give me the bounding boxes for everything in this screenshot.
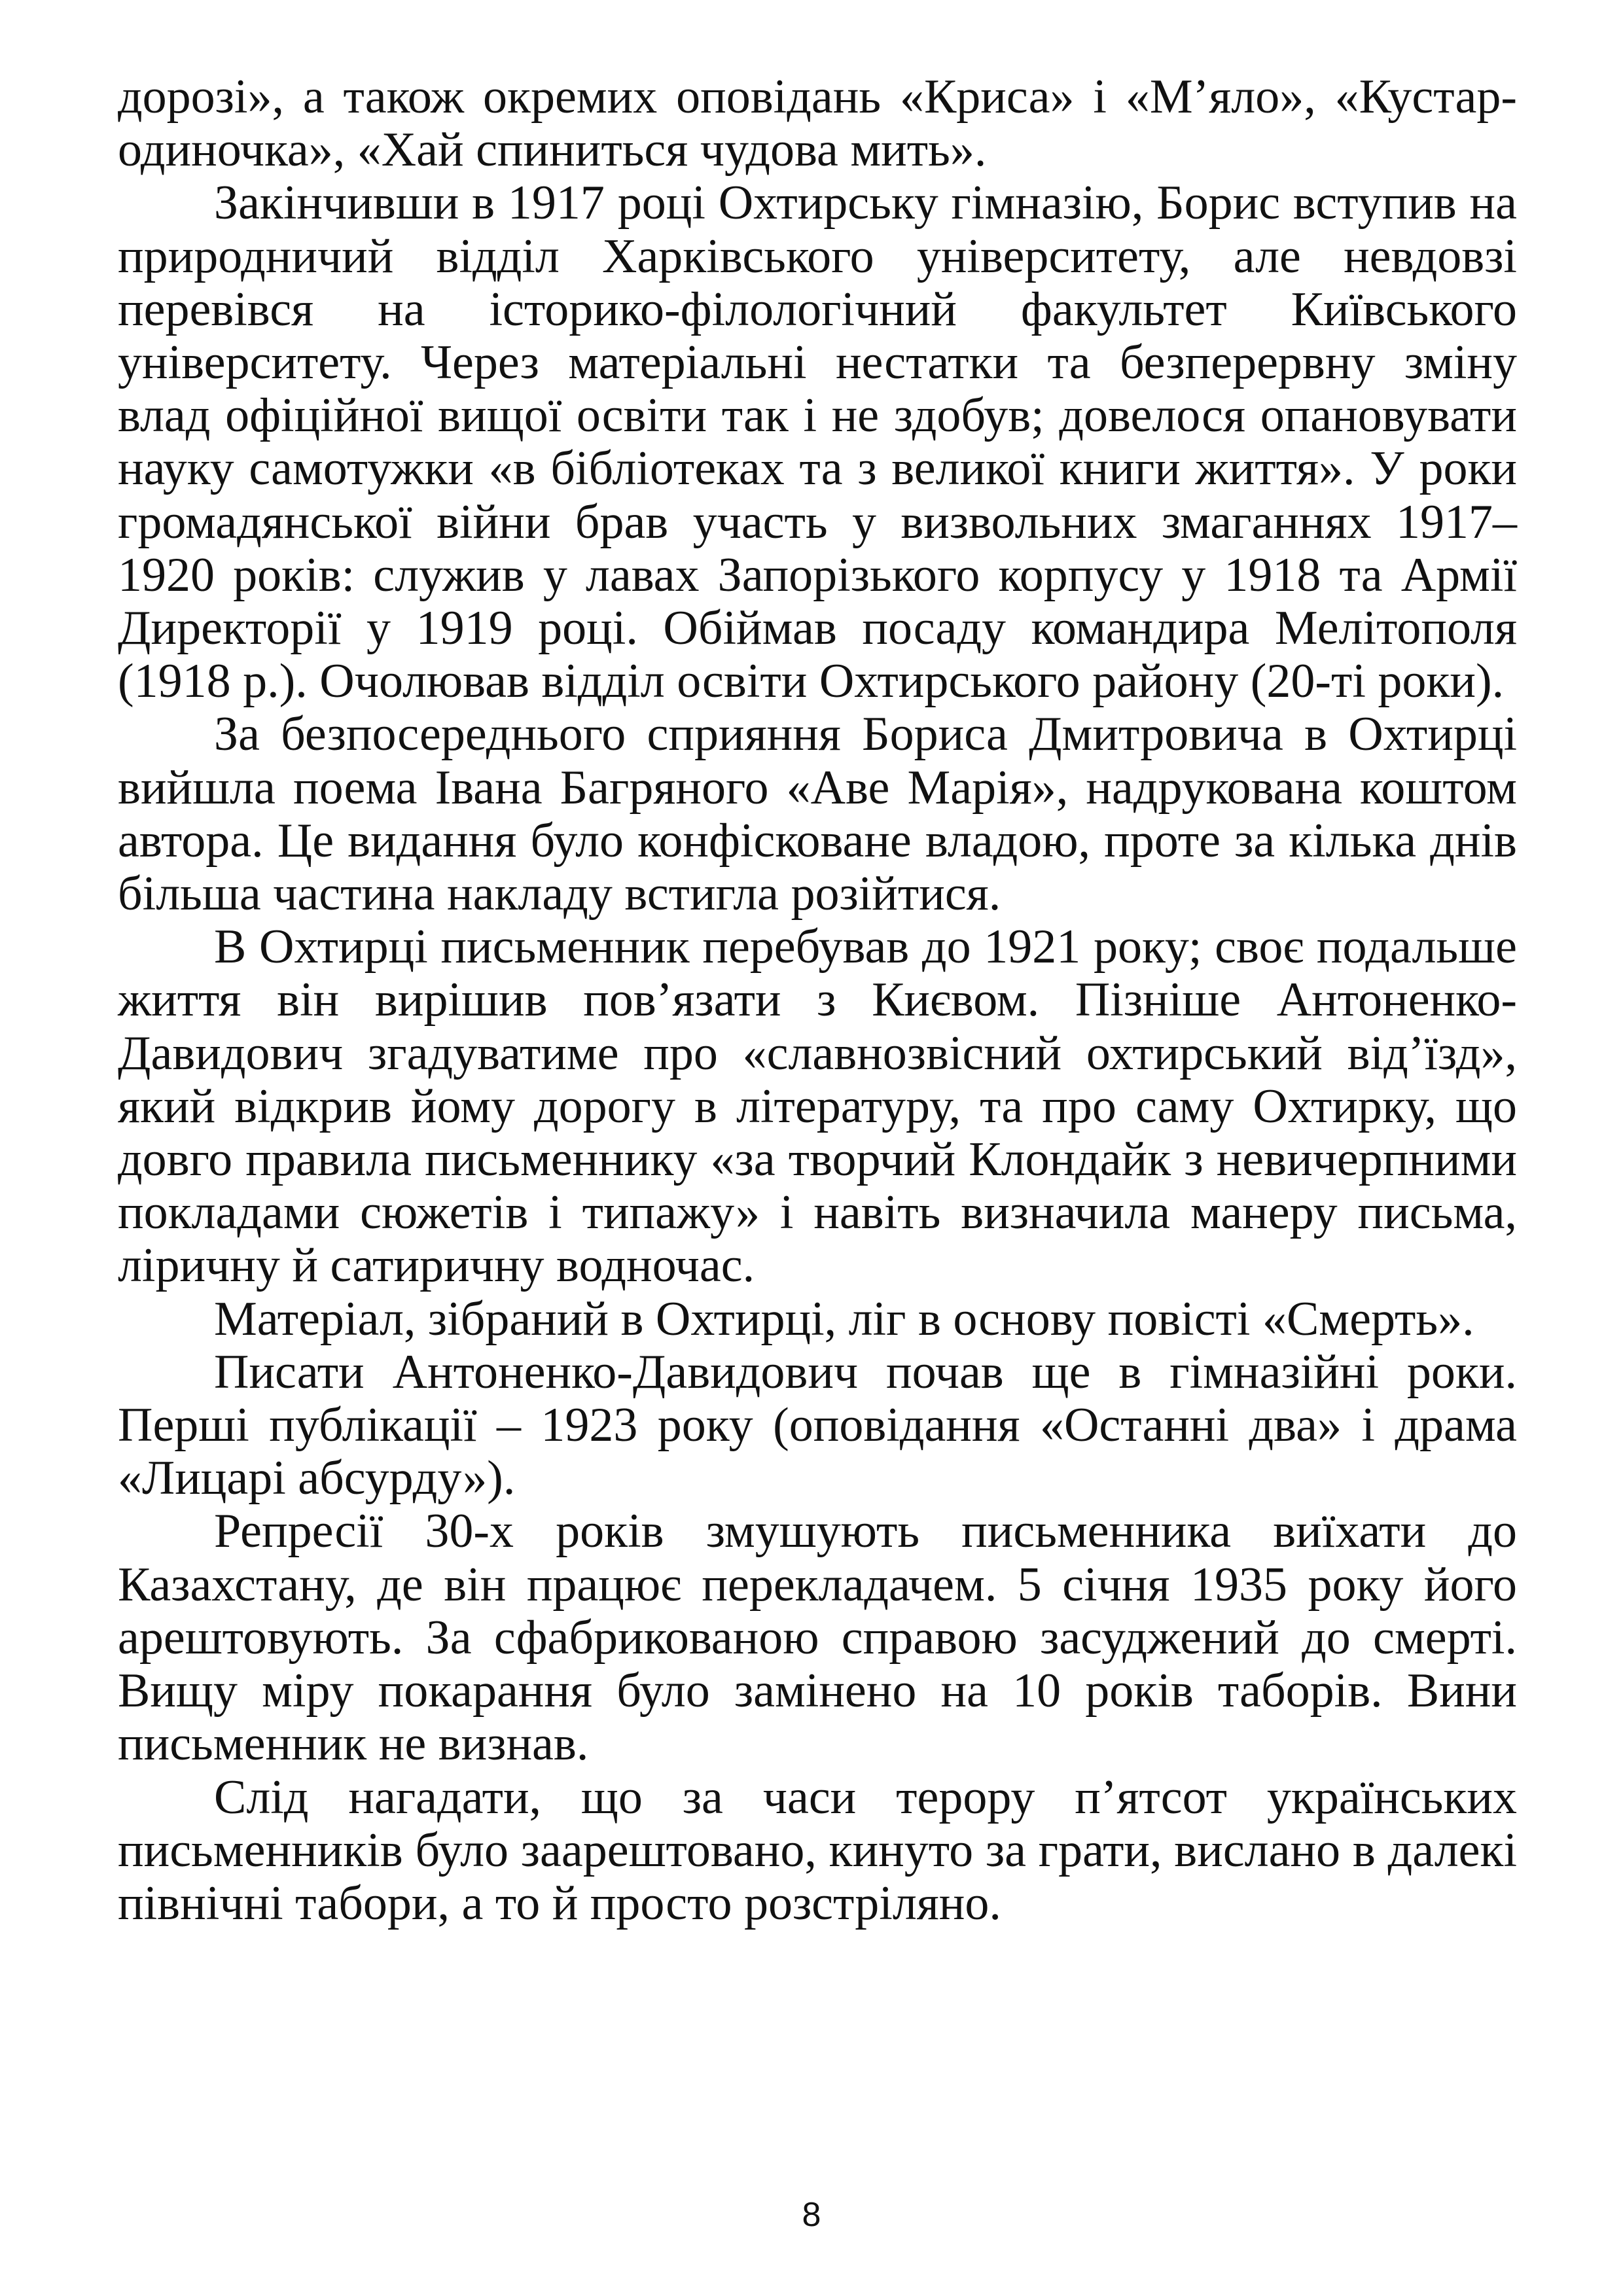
paragraph-continuation: дорозі», а також окремих оповідань «Криса» і «М’яло», «Кустар-одиночка», «Хай спиниться чудова мить». <box>118 70 1517 177</box>
paragraph-smert: Матеріал, зібраний в Охтирці, ліг в основу повісті «Смерть». <box>214 1292 1474 1346</box>
page-number: 8 <box>802 2196 821 2234</box>
body-text <box>118 71 1517 1930</box>
paragraph-first-publications: Писати Антоненко-Давидович почав ще в гімназійні роки. Перші публікації – 1923 року (оповідання «Останні два» і драма «Лицарі абсурду»). <box>118 1345 1517 1506</box>
paragraph-repressions: Репресії 30-х років змушують письменника виїхати до Казахстану, де він працює перекладачем. 5 січня 1935 року його арештовують. За сфабрикованою справою засуджений до смерті. Вищу міру покарання було замінено на 10 років таборів. Вини письменник не визнав. <box>118 1504 1517 1771</box>
paragraph-education: Закінчивши в 1917 році Охтирську гімназію, Борис вступив на природничий відділ Харківського університету, але невдовзі перевівся на історико-філологічний факультет Київського університету. Через матеріальні нестатки та безперервну зміну влад офіційної вищої освіти так і не здобув; довелося опановувати науку самотужки «в бібліотеках та з великої книги життя». У роки громадянської війни брав участь у визвольних змаганнях 1917–1920 років: служив у лавах Запорізького корпусу у 1918 та Армії Директорії у 1919 році. Обіймав посаду командира Мелітополя (1918 р.). Очолював відділ освіти Охтирського району (20-ті роки). <box>118 176 1517 709</box>
paragraph-kyiv: В Охтирці письменник перебував до 1921 року; своє подальше життя він вирішив пов’язати з Києвом. Пізніше Антоненко-Давидович згадуватиме про «славнозвісний охтирський від’їзд», який відкрив йому дорогу в літературу, та про саму Охтирку, що довго правила письменнику «за творчий Клондайк з невичерпними покладами сюжетів і типажу» і навіть визначила манеру письма, ліричну й сатиричну водночас. <box>118 920 1517 1293</box>
paragraph-terror: Слід нагадати, що за часи терору п’ятсот українських письменників було заарештовано, кинуто за грати, вислано в далекі північні табори, а то й просто розстріляно. <box>118 1770 1517 1930</box>
paragraph-ave-maria: За безпосереднього сприяння Бориса Дмитровича в Охтирці вийшла поема Івана Багряного «Аве Марія», надрукована коштом автора. Це видання було конфісковане владою, проте за кілька днів більша частина накладу встигла розійтися. <box>118 707 1517 921</box>
